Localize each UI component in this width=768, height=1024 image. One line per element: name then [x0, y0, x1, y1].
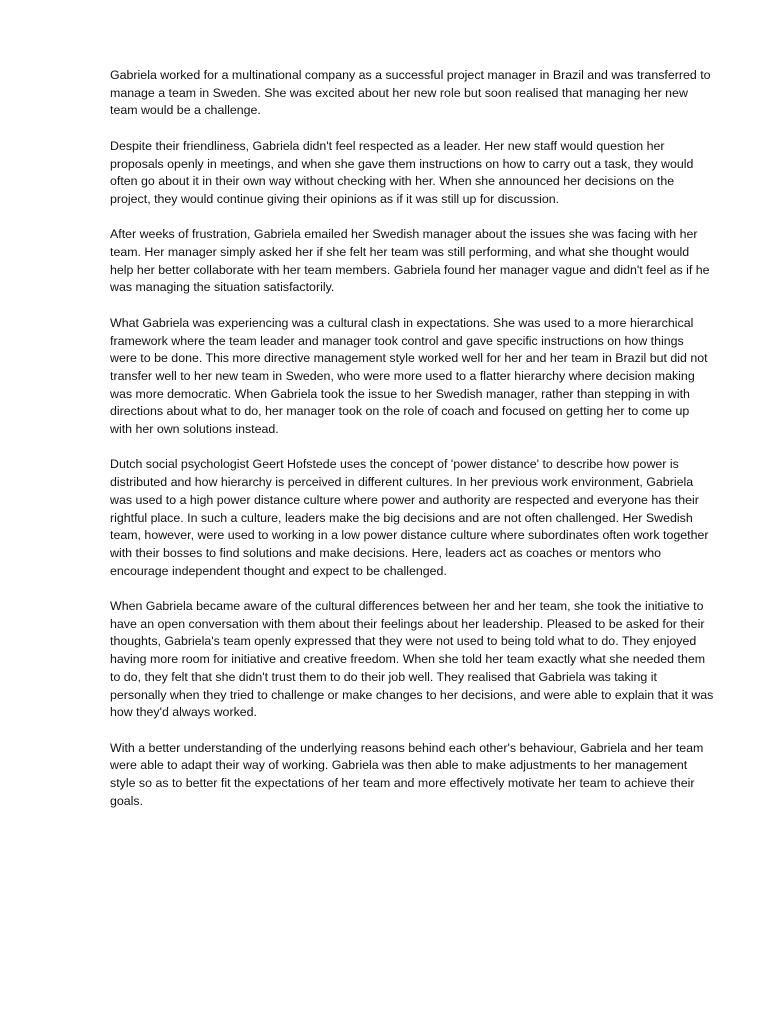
paragraph-5: Dutch social psychologist Geert Hofstede uses the concept of 'power distance' to describe how power is distributed and how hierarchy is perceived in different cultures. In her previous work environment, Gabriela was used to a high power distance culture where power and authority are respected and everyone has their rightful place. In such a culture, leaders make the big decisions and are not often challenged. Her Swedish team, however, were used to working in a low power distance culture where subordinates often work together with their bosses to find solutions and make decisions. Here, leaders act as coaches or mentors who encourage independent thought and expect to be challenged. — [110, 457, 709, 578]
paragraph-6: When Gabriela became aware of the cultural differences between her and her team, she took the initiative to have an open conversation with them about their feelings about her leadership. Pleased to be asked for their thoughts, Gabriela's team openly expressed that they were not used to being told what to do. They enjoyed having more room for initiative and creative freedom. When she told her team exactly what she needed them to do, they felt that she didn't trust them to do their job well. They realised that Gabriela was taking it personally when they tried to challenge or make changes to her decisions, and were able to explain that it was how they'd always worked. — [110, 599, 714, 720]
paragraph-3: After weeks of frustration, Gabriela emailed her Swedish manager about the issues she was facing with her team. Her manager simply asked her if she felt her team was still performing, and what she thought would help her better collaborate with her team members. Gabriela found her manager vague and didn't feel as if he was managing the situation satisfactorily. — [110, 227, 710, 295]
paragraph-7: With a better understanding of the underlying reasons behind each other's behaviour, Gabriela and her team were able to adapt their way of working. Gabriela was then able to make adjustments to her management style so as to better fit the expectations of her team and more effectively motivate her team to achieve their goals. — [110, 740, 704, 808]
paragraph-4: What Gabriela was experiencing was a cultural clash in expectations. She was used to a more hierarchical framework where the team leader and manager took control and gave specific instructions on how things were to be done. This more directive management style worked well for her and her team in Brazil but did not transfer well to her new team in Sweden, who were more used to a flatter hierarchy where decision making was more democratic. When Gabriela took the issue to her Swedish manager, rather than stepping in with directions about what to do, her manager took on the role of coach and focused on getting her to come up with her own solutions instead. — [110, 315, 708, 437]
document-page — [110, 67, 714, 828]
paragraph-1: Gabriela worked for a multinational company as a successful project manager in Brazil and was transferred to manage a team in Sweden. She was excited about her new role but soon realised that managing her new team would be a challenge. — [110, 68, 711, 118]
paragraph-2: Despite their friendliness, Gabriela didn't feel respected as a leader. Her new staff would question her proposals openly in meetings, and when she gave them instructions on how to carry out a task, they would often go about it in their own way without checking with her. When she announced her decisions on the project, they would continue giving their opinions as if it was still up for discussion. — [110, 138, 694, 206]
